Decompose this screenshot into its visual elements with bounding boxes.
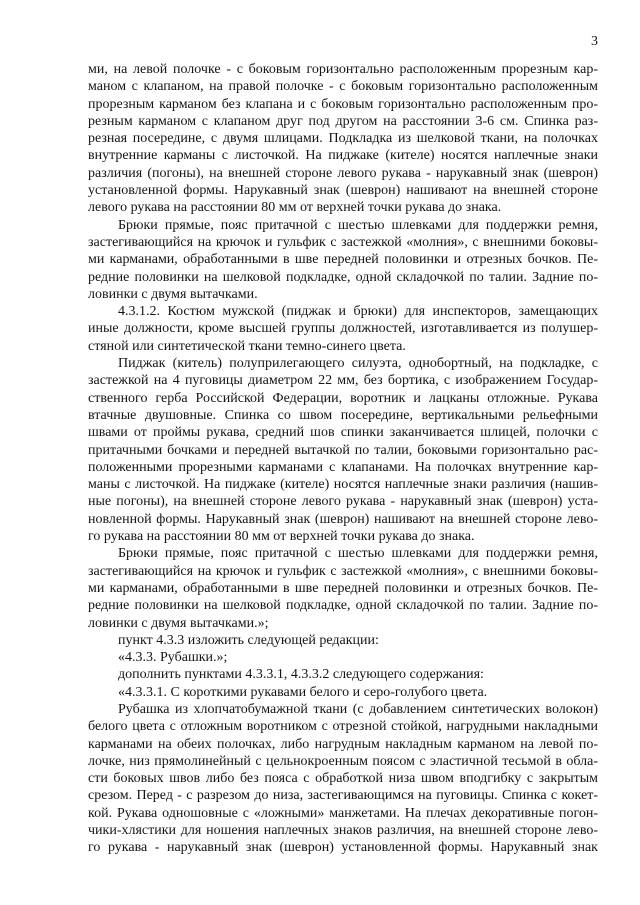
paragraph	[88, 684, 598, 701]
text-line: го рукава на расстоянии 80 мм от верхней точки рукава до знака.	[88, 529, 475, 545]
text-line: редние половинки на шелковой подкладке, одной складочкой по талии. Задние по-	[88, 598, 598, 614]
text-line: срезом. Перед - с разрезом до низа, застегивающимся на пуговицы. Спинка с кокет-	[88, 788, 598, 804]
text-line: сти боковых швов либо без пояса с обработкой низа швом вподгибку с закрытым	[88, 771, 598, 787]
paragraph	[88, 649, 598, 666]
paragraph	[88, 217, 598, 303]
text-line: различия (погоны), на внешней стороне левого рукава - нарукавный знак (шеврон)	[88, 165, 598, 181]
text-line: Брюки прямые, пояс притачной с шестью шлевками для поддержки ремня,	[118, 546, 598, 562]
text-line: белого цвета с отложным воротником с отрезной стойкой, нагрудными накладными	[88, 719, 598, 735]
text-line: чики-хлястики для ношения наплечных знаков различия, на внешней стороне лево-	[88, 823, 598, 839]
text-line: Рубашка из хлопчатобумажной ткани (с добавлением синтетических волокон)	[118, 701, 598, 717]
text-line: го рукава - нарукавный знак (шеврон) установленной формы. Нарукавный знак	[88, 840, 598, 856]
text-line: ные погоны), на внешней стороне левого рукава - нарукавный знак (шеврон) уста-	[88, 494, 598, 510]
text-line: Брюки прямые, пояс притачной с шестью шлевками для поддержки ремня,	[118, 217, 598, 233]
text-line: новленной формы. Нарукавный знак (шеврон) нашивают на внешней стороне лево-	[88, 511, 598, 527]
paragraph	[88, 632, 598, 649]
text-line: положенными прорезными карманами с клапанами. На полочках внутренние кар-	[88, 459, 598, 475]
paragraph	[88, 701, 598, 857]
text-line: лочке, низ прямолинейный с цельнокроенным поясом с эластичной тесьмой в обла-	[88, 753, 598, 769]
text-line: ловинки с двумя вытачками.	[88, 286, 258, 302]
paragraph	[88, 355, 598, 545]
text-line: застегивающийся на крючок и гульфик с застежкой «молния», с внешними боковы-	[88, 234, 598, 250]
text-line: застежкой на 4 пуговицы диаметром 22 мм, без бортика, с изображением Государ-	[88, 373, 598, 389]
text-line: ловинки с двумя вытачками.»;	[88, 615, 269, 631]
text-line: швами от проймы рукава, средний шов спинки заканчивается шлицей, полочки с	[88, 425, 598, 441]
text-line: иные должности, кроме высшей группы должностей, изготавливается из полушер-	[88, 321, 598, 337]
text-line: втачные двушовные. Спинка со швом посередине, вертикальными рельефными	[88, 407, 598, 423]
text-line: стяной или синтетической ткани темно-синего цвета.	[88, 338, 406, 354]
document-body	[88, 61, 598, 857]
text-line: маны с листочкой. На пиджаке (кителе) носятся наплечные знаки различия (нашив-	[88, 477, 598, 493]
text-line: ми карманами, обработанными в шве передней половинки и отрезных бочков. Пе-	[88, 580, 598, 596]
paragraph	[88, 303, 598, 355]
text-line: ми, на левой полочке - с боковым горизонтально расположенным прорезным кар-	[88, 62, 598, 77]
text-line: притачными бочками и передней вытачкой по талии, боковыми горизонтально рас-	[88, 442, 598, 458]
text-line: резным карманом с клапаном друг под другом на расстоянии 3-6 см. Спинка раз-	[88, 113, 598, 129]
text-line: левого рукава на расстоянии 80 мм от верхней точки рукава до знака.	[88, 200, 502, 216]
page-number: 3	[591, 34, 598, 49]
text-line: карманами на обеих полочках, либо нагрудным накладным карманом на левой по-	[88, 736, 598, 752]
text-line: внутренние карманы с листочкой. На пиджаке (кителе) носятся наплечные знаки	[88, 148, 598, 164]
paragraph	[88, 61, 598, 217]
text-line: пункт 4.3.3 изложить следующей редакции:	[118, 632, 379, 648]
text-line: «4.3.3. Рубашки.»;	[118, 650, 228, 666]
text-line: установленной формы. Нарукавный знак (шеврон) нашивают на внешней стороне	[88, 183, 598, 199]
text-line: прорезным карманом без клапана и с боковым горизонтально расположенным про-	[88, 96, 598, 112]
text-line: дополнить пунктами 4.3.3.1, 4.3.3.2 следующего содержания:	[118, 667, 484, 683]
text-line: Пиджак (китель) полуприлегающего силуэта, однобортный, на подкладке, с	[118, 356, 598, 372]
text-line: застегивающийся на крючок и гульфик с застежкой «молния», с внешними боковы-	[88, 563, 598, 579]
text-line: ственного герба Российской Федерации, воротник и лацканы отложные. Рукава	[88, 390, 598, 406]
text-line: редние половинки на шелковой подкладке, одной складочкой по талии. Задние по-	[88, 269, 598, 285]
text-line: «4.3.3.1. С короткими рукавами белого и серо-голубого цвета.	[118, 684, 488, 700]
text-line: резная посередине, с двумя шлицами. Подкладка из шелковой ткани, на полочках	[88, 131, 598, 147]
text-line: 4.3.1.2. Костюм мужской (пиджак и брюки) для инспекторов, замещающих	[118, 304, 598, 320]
text-line: кой. Рукава одношовные с «ложными» манжетами. На плечах декоративные погон-	[88, 805, 598, 821]
text-line: маном с клапаном, на правой полочке - с боковым горизонтально расположенным	[88, 79, 598, 95]
text-line: ми карманами, обработанными в шве передней половинки и отрезных бочков. Пе-	[88, 252, 598, 268]
paragraph	[88, 545, 598, 631]
paragraph	[88, 666, 598, 683]
